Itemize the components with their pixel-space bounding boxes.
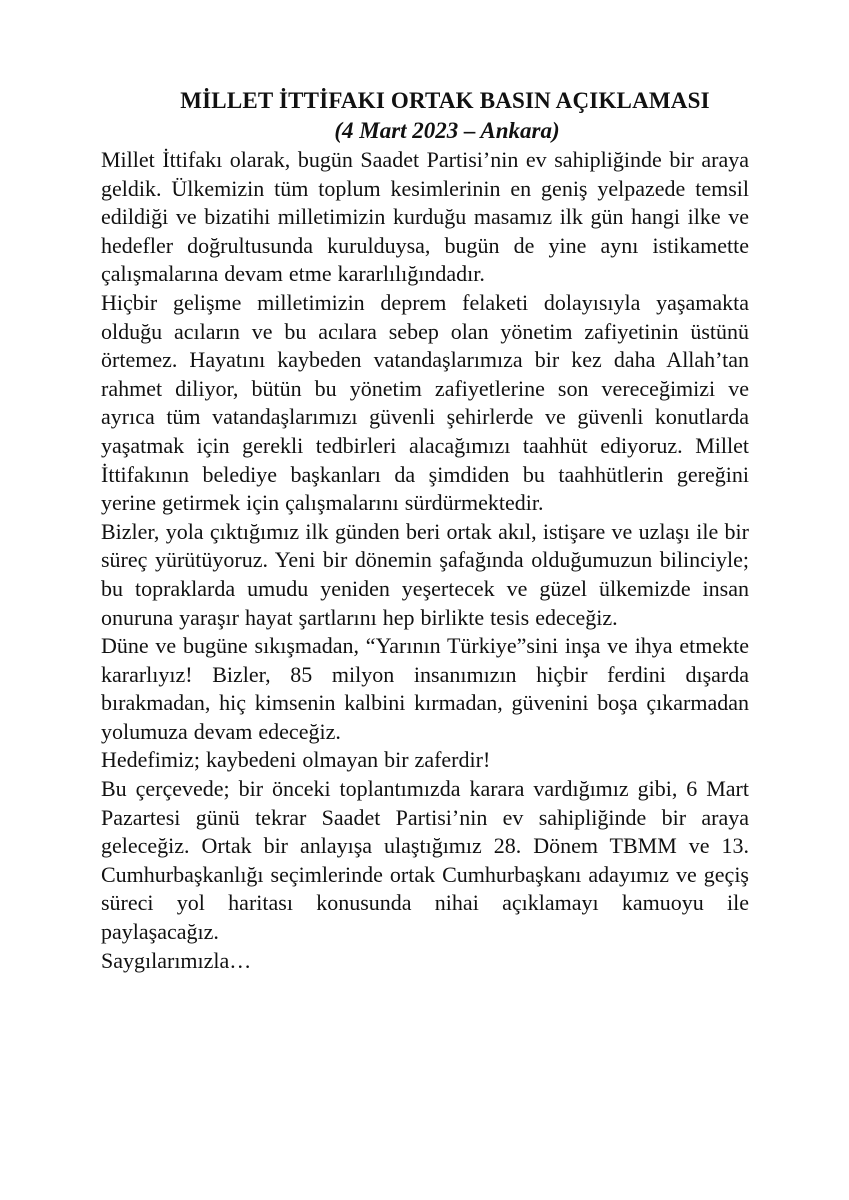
document-date-location: (4 Mart 2023 – Ankara) xyxy=(334,118,560,143)
paragraph-1: Millet İttifakı olarak, bugün Saadet Partisi’nin ev sahipliğinde bir araya geldik. Ülkemizin tüm toplum kesimlerinin en geniş yelpazede temsil edildiği ve bizatihi milletimizin kurduğu masamız ilk gün hangi ilke ve hedefler doğrultusunda kurulduysa, bugün de yine aynı istikamette çalışmalarına devam etme kararlılığındadır. xyxy=(101,147,749,287)
paragraph-4: Düne ve bugüne sıkışmadan, “Yarının Türkiye”sini inşa ve ihya etmekte kararlıyız! Bizler, 85 milyon insanımızın hiçbir ferdini dışarda bırakmadan, hiç kimsenin kalbini kırmadan, güvenini boşa çıkarmadan yolumuza devam edeceğiz. xyxy=(101,633,749,744)
document-title: MİLLET İTTİFAKI ORTAK BASIN AÇIKLAMASI xyxy=(180,88,710,113)
paragraph-2: Hiçbir gelişme milletimizin deprem felaketi dolayısıyla yaşamakta olduğu acıların ve bu acılara sebep olan yönetim zafiyetinin üstünü örtemez. Hayatını kaybeden vatandaşlarımıza bir kez daha Allah’tan rahmet diliyor, bütün bu yönetim zafiyetlerine son vereceğimizi ve ayrıca tüm vatandaşlarımızı güvenli şehirlerde ve güvenli konutlarda yaşatmak için gerekli tedbirleri alacağımızı taahhüt ediyoruz. Millet İttifakının belediye başkanları da şimdiden bu taahhütlerin gereğini yerine getirmek için çalışmalarını sürdürmektedir. xyxy=(101,289,749,516)
press-release-page xyxy=(101,86,749,975)
paragraph-5: Hedefimiz; kaybedeni olmayan bir zaferdir! xyxy=(101,747,491,773)
paragraph-3: Bizler, yola çıktığımız ilk günden beri ortak akıl, istişare ve uzlaşı ile bir süreç yürütüyoruz. Yeni bir dönemin şafağında olduğumuzun bilinciyle; bu topraklarda umudu yeniden yeşertecek ve güzel ülkemizde insan onuruna yaraşır hayat şartlarını hep birlikte tesis edeceğiz. xyxy=(101,518,749,630)
paragraph-6: Bu çerçevede; bir önceki toplantımızda karara vardığımız gibi, 6 Mart Pazartesi günü tekrar Saadet Partisi’nin ev sahipliğinde bir araya geleceğiz. Ortak bir anlayışa ulaştığımız 28. Dönem TBMM ve 13. Cumhurbaşkanlığı seçimlerinde ortak Cumhurbaşkanı adayımız ve geçiş süreci yol haritası konusunda nihai açıklamayı kamuoyu ile paylaşacağız. xyxy=(101,776,749,945)
closing-salutation: Saygılarımızla… xyxy=(101,947,252,973)
